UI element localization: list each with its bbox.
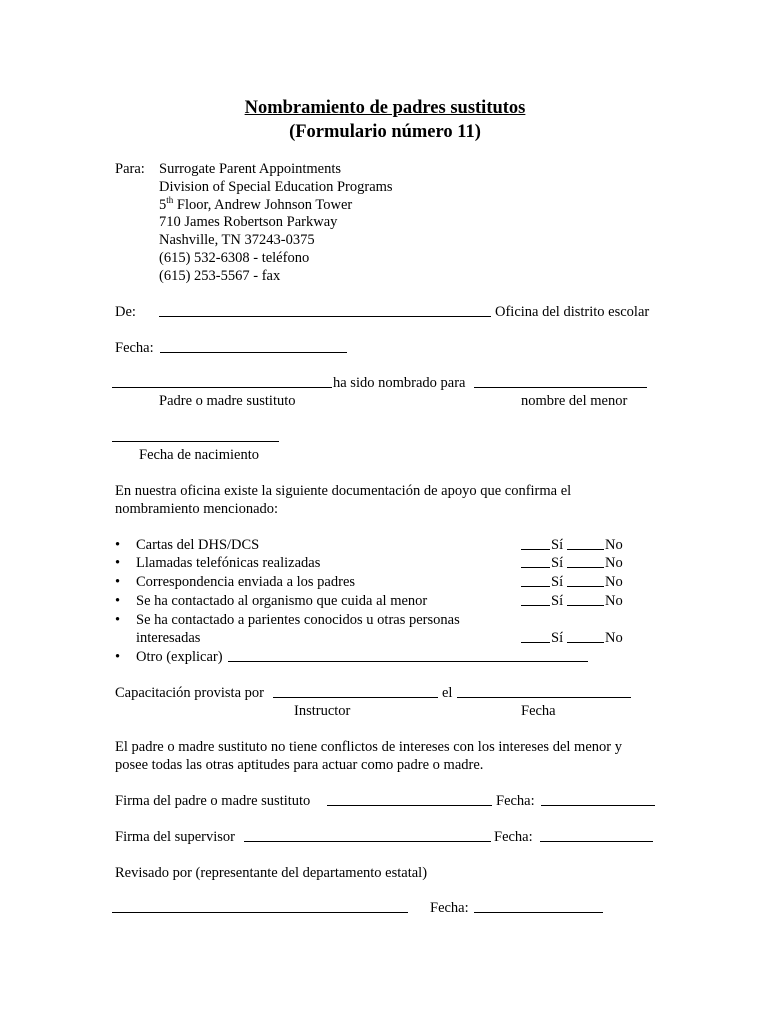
doc-intro: En nuestra oficina existe la siguiente documentación de apoyo que confirma el [115,483,572,499]
surrogate-caption: Padre o madre sustituto [159,393,296,409]
conflict-statement: El padre o madre sustituto no tiene conflictos de intereses con los intereses del menor y [115,739,622,755]
date-label: Fecha: [115,340,154,356]
no-blank[interactable] [567,642,604,643]
address-line: Nashville, TN 37243-0375 [159,232,315,248]
no-label: No [605,630,623,646]
no-label: No [605,593,623,609]
child-caption: nombre del menor [521,393,628,409]
form-subtitle: (Formulario número 11) [289,122,481,142]
address-fax: (615) 253-5567 - fax [159,268,281,284]
date-field-line[interactable] [160,352,347,353]
address-line [159,196,352,214]
district-label: Oficina del distrito escolar [495,304,650,320]
bullet-icon: • [115,593,121,609]
to-label: Para: [115,161,145,177]
yes-blank[interactable] [521,605,550,606]
yes-label: Sí [551,574,564,590]
no-label: No [605,537,623,553]
no-label: No [605,574,623,590]
doc-intro: nombramiento mencionado: [115,501,279,517]
form-title: Nombramiento de padres sustitutos [244,98,526,118]
bullet-icon: • [115,649,121,665]
list-item-label: Correspondencia enviada a los padres [136,574,356,590]
address-floor-number: 5 [159,197,167,213]
appointed-text: ha sido nombrado para [333,375,466,391]
list-item-label-continued: interesadas [136,630,201,646]
bullet-icon: • [115,555,121,571]
training-date-line[interactable] [457,697,631,698]
no-label: No [605,555,623,571]
supervisor-signature-line[interactable] [244,841,491,842]
surrogate-name-line[interactable] [112,387,332,388]
yes-blank[interactable] [521,549,550,550]
yes-blank[interactable] [521,567,550,568]
reviewer-signature-line[interactable] [112,912,408,913]
list-item-label: Se ha contactado a parientes conocidos u otras personas [136,612,460,628]
from-label: De: [115,304,136,320]
surrogate-signature-label: Firma del padre o madre sustituto [115,793,311,809]
list-item-label: Cartas del DHS/DCS [136,537,260,553]
reviewer-date-line[interactable] [474,912,603,913]
yes-label: Sí [551,555,564,571]
yes-blank[interactable] [521,642,550,643]
list-item-label: Llamadas telefónicas realizadas [136,555,321,571]
surrogate-signature-line[interactable] [327,805,492,806]
list-item-label: Se ha contactado al organismo que cuida al menor [136,593,428,609]
surrogate-signature-date-label: Fecha: [496,793,535,809]
yes-label: Sí [551,593,564,609]
address-floor-rest: Floor, Andrew Johnson Tower [173,197,353,213]
birthdate-caption: Fecha de nacimiento [139,447,259,463]
child-name-line[interactable] [474,387,647,388]
bullet-icon: • [115,537,121,553]
bullet-icon: • [115,612,121,628]
no-blank[interactable] [567,586,604,587]
birthdate-line[interactable] [112,441,279,442]
no-blank[interactable] [567,549,604,550]
training-date-caption: Fecha [521,703,556,719]
instructor-caption: Instructor [294,703,351,719]
yes-label: Sí [551,537,564,553]
district-field-line[interactable] [159,316,491,317]
address-line: 710 James Robertson Parkway [159,214,338,230]
reviewer-date-label: Fecha: [430,900,469,916]
supervisor-signature-date-label: Fecha: [494,829,533,845]
no-blank[interactable] [567,567,604,568]
address-line: Surrogate Parent Appointments [159,161,342,177]
reviewed-label: Revisado por (representante del departamento estatal) [115,865,428,881]
surrogate-signature-date-line[interactable] [541,805,655,806]
list-item-label: Otro (explicar) [136,649,223,665]
address-line: Division of Special Education Programs [159,179,393,195]
supervisor-signature-label: Firma del supervisor [115,829,236,845]
yes-label: Sí [551,630,564,646]
address-phone: (615) 532-6308 - teléfono [159,250,310,266]
address-floor-suffix: th [166,195,174,206]
yes-blank[interactable] [521,586,550,587]
training-on-label: el [442,685,453,701]
supervisor-signature-date-line[interactable] [540,841,653,842]
bullet-icon: • [115,574,121,590]
instructor-line[interactable] [273,697,438,698]
training-label: Capacitación provista por [115,685,264,701]
other-explain-line[interactable] [228,661,588,662]
no-blank[interactable] [567,605,604,606]
conflict-statement: posee todas las otras aptitudes para actuar como padre o madre. [115,757,484,773]
